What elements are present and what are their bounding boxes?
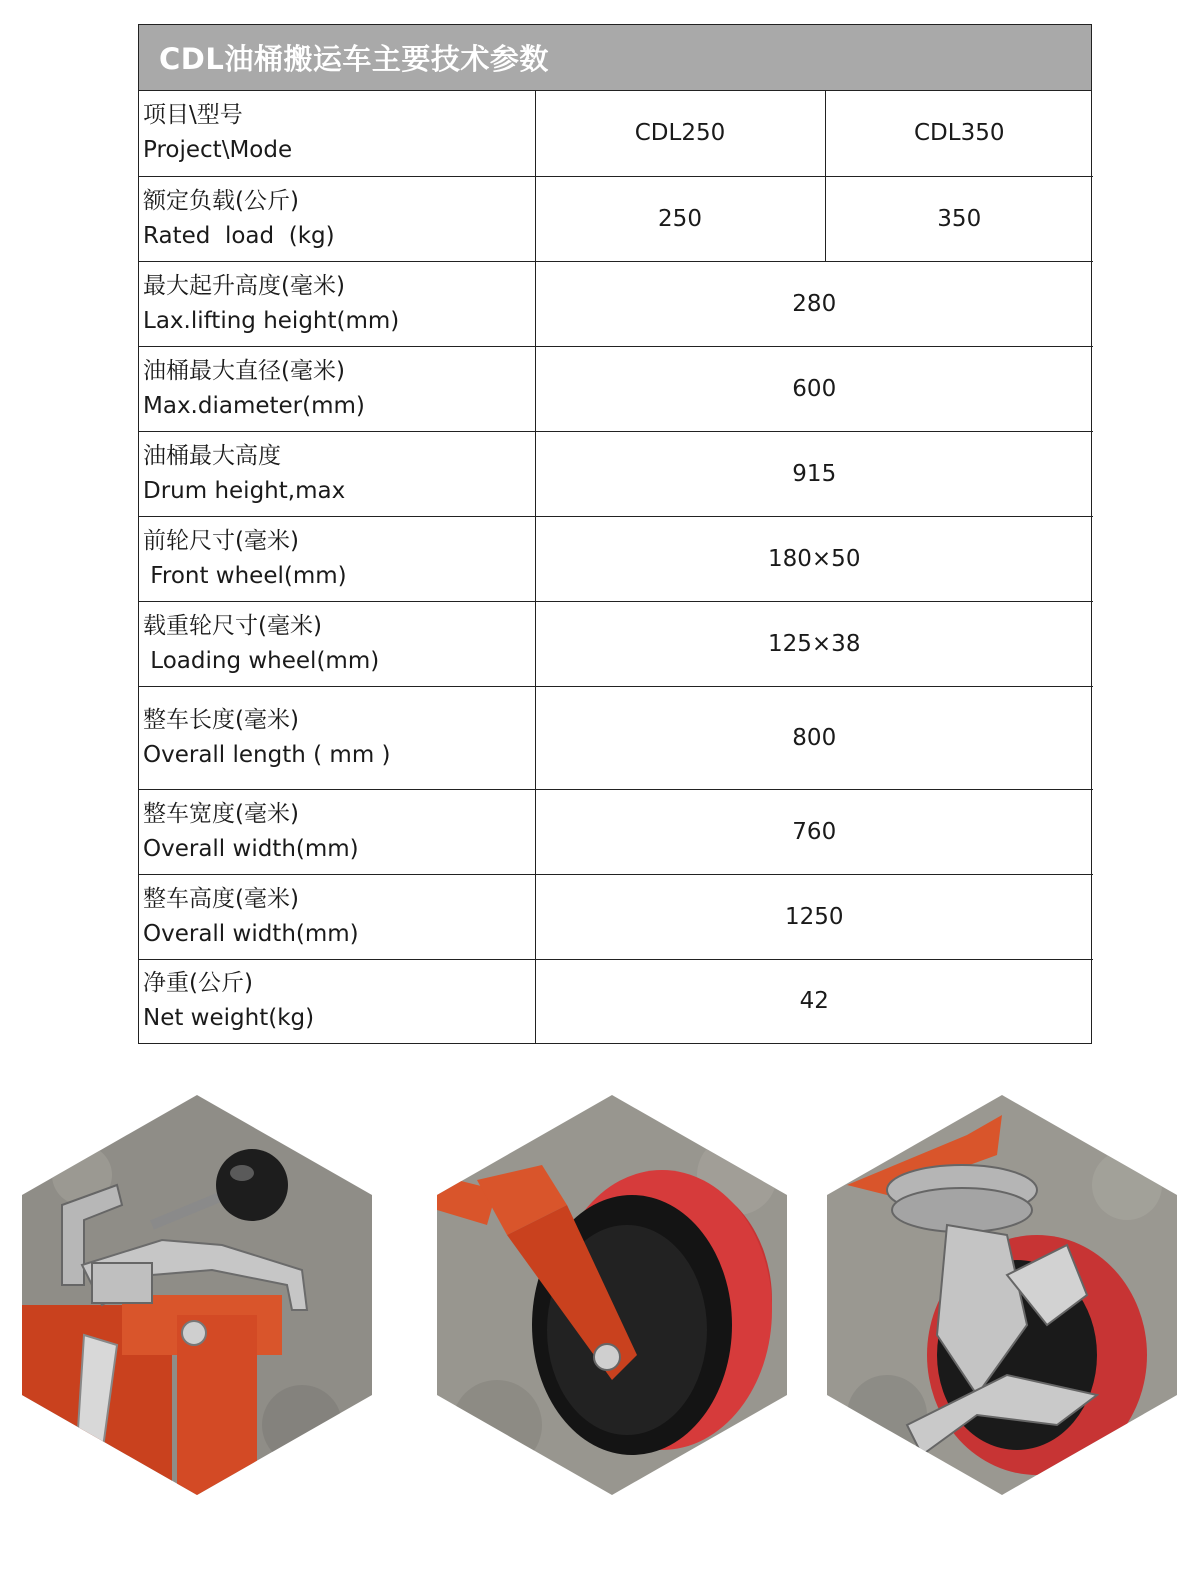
front-wheel-photo: [437, 1095, 787, 1495]
row-label-en: Overall width(mm): [143, 920, 359, 947]
row-value: 1250: [535, 874, 1093, 959]
row-label-en: Loading wheel(mm): [143, 647, 380, 674]
spec-row-drum-height: [139, 431, 1093, 516]
row-label-cn: 净重(公斤): [143, 970, 253, 997]
front-wheel-image: [437, 1095, 787, 1495]
row-value: 800: [535, 686, 1093, 789]
row-label: [139, 431, 535, 516]
row-value: 280: [535, 261, 1093, 346]
row-label: [139, 874, 535, 959]
spec-row-overall-height: [139, 874, 1093, 959]
header-label-cn: 项目\型号: [143, 102, 243, 129]
spec-table: [138, 24, 1092, 1044]
row-label-cn: 前轮尺寸(毫米): [143, 527, 299, 554]
row-label-en: Front wheel(mm): [143, 562, 347, 589]
spec-row-max-diameter: [139, 346, 1093, 431]
header-label-en: Project\Mode: [143, 137, 293, 164]
row-value: 42: [535, 959, 1093, 1043]
row-label-en: Rated load (kg): [143, 222, 335, 249]
row-label-cn: 油桶最大高度: [143, 442, 281, 469]
row-label: [139, 601, 535, 686]
product-photos: [0, 1095, 1200, 1495]
loading-caster-photo: [827, 1095, 1177, 1495]
row-value: 125×38: [535, 601, 1093, 686]
spec-row-rated-load: [139, 176, 1093, 261]
row-label-en: Net weight(kg): [143, 1005, 315, 1032]
row-label-en: Lax.lifting height(mm): [143, 307, 400, 334]
spec-grid: [139, 91, 1093, 1043]
row-label-en: Max.diameter(mm): [143, 392, 365, 419]
row-label-cn: 额定负载(公斤): [143, 187, 299, 214]
row-label: [139, 686, 535, 789]
header-label: [139, 91, 535, 176]
row-label-cn: 最大起升高度(毫米): [143, 272, 345, 299]
row-value: 600: [535, 346, 1093, 431]
row-label: [139, 261, 535, 346]
row-value: 760: [535, 789, 1093, 874]
row-label-en: Overall width(mm): [143, 835, 359, 862]
row-label-en: Drum height,max: [143, 477, 346, 504]
row-label-cn: 载重轮尺寸(毫米): [143, 612, 322, 639]
row-label-cn: 整车高度(毫米): [143, 885, 299, 912]
spec-row-front-wheel: [139, 516, 1093, 601]
row-label-cn: 整车宽度(毫米): [143, 800, 299, 827]
value-cdl250: 250: [535, 176, 825, 261]
spec-row-overall-length: [139, 686, 1093, 789]
row-label-en: Overall length ( mm ): [143, 741, 391, 768]
spec-row-overall-width: [139, 789, 1093, 874]
row-value: 915: [535, 431, 1093, 516]
row-label: [139, 959, 535, 1043]
model-cdl250: CDL250: [535, 91, 825, 176]
row-label: [139, 346, 535, 431]
loading-caster-image: [827, 1095, 1177, 1495]
row-label: [139, 516, 535, 601]
spec-row-net-weight: [139, 959, 1093, 1043]
handle-clamp-image: [22, 1095, 372, 1495]
value-cdl350: 350: [825, 176, 1093, 261]
row-label-cn: 整车长度(毫米): [143, 706, 299, 733]
model-cdl350: CDL350: [825, 91, 1093, 176]
handle-clamp-photo: [22, 1095, 372, 1495]
row-label: [139, 789, 535, 874]
header-row: [139, 91, 1093, 176]
spec-row-loading-wheel: [139, 601, 1093, 686]
spec-row-lifting-height: [139, 261, 1093, 346]
row-label-cn: 油桶最大直径(毫米): [143, 357, 345, 384]
row-label: [139, 176, 535, 261]
spec-title: CDL油桶搬运车主要技术参数: [139, 25, 1091, 91]
row-value: 180×50: [535, 516, 1093, 601]
